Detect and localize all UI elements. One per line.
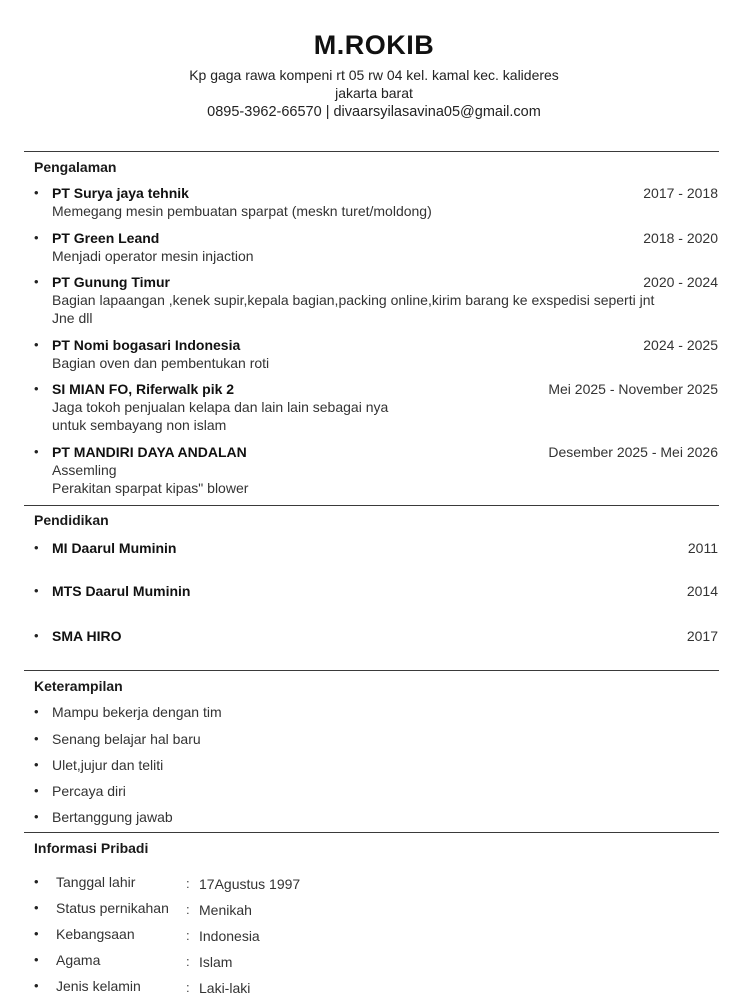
bullet-icon: • bbox=[34, 185, 39, 200]
experience-dates: 2024 - 2025 bbox=[643, 337, 718, 353]
experience-dates: Desember 2025 - Mei 2026 bbox=[548, 444, 718, 460]
bullet-icon: • bbox=[34, 230, 39, 245]
experience-company: PT MANDIRI DAYA ANDALAN bbox=[52, 444, 247, 460]
experience-dates: 2020 - 2024 bbox=[643, 274, 718, 290]
bullet-icon: • bbox=[34, 809, 39, 824]
experience-description: Bagian oven dan pembentukan roti bbox=[52, 355, 270, 371]
experience-company: SI MIAN FO, Riferwalk pik 2 bbox=[52, 381, 235, 397]
section-divider bbox=[24, 505, 719, 506]
skill-text: Mampu bekerja dengan tim bbox=[52, 704, 222, 720]
experience-company: PT Nomi bogasari Indonesia bbox=[52, 337, 241, 353]
experience-description: Menjadi operator mesin injaction bbox=[52, 248, 254, 264]
section-title-experience: Pengalaman bbox=[34, 159, 117, 175]
personal-info-label: Kebangsaan bbox=[56, 926, 135, 942]
bullet-icon: • bbox=[34, 704, 39, 719]
personal-info-value: Indonesia bbox=[199, 928, 260, 944]
education-school: MI Daarul Muminin bbox=[52, 540, 177, 556]
personal-info-colon: : bbox=[186, 876, 190, 891]
personal-info-colon: : bbox=[186, 980, 190, 995]
experience-dates: Mei 2025 - November 2025 bbox=[548, 381, 718, 397]
address-line-2: jakarta barat bbox=[335, 85, 413, 101]
experience-description: Jaga tokoh penjualan kelapa dan lain lain sebagai nya bbox=[52, 399, 389, 415]
bullet-icon: • bbox=[34, 337, 39, 352]
personal-info-value: Laki-laki bbox=[199, 980, 251, 996]
bullet-icon: • bbox=[34, 783, 39, 798]
personal-info-label: Status pernikahan bbox=[56, 900, 169, 916]
bullet-icon: • bbox=[34, 540, 39, 555]
bullet-icon: • bbox=[34, 583, 39, 598]
personal-info-value: Menikah bbox=[199, 902, 252, 918]
address-line-1: Kp gaga rawa kompeni rt 05 rw 04 kel. kamal kec. kalideres bbox=[189, 67, 559, 83]
personal-info-colon: : bbox=[186, 928, 190, 943]
section-divider bbox=[24, 151, 719, 152]
section-divider bbox=[24, 832, 719, 833]
education-year: 2014 bbox=[686, 583, 718, 599]
education-year: 2017 bbox=[686, 628, 718, 644]
bullet-icon: • bbox=[34, 757, 39, 772]
bullet-icon: • bbox=[34, 900, 39, 915]
experience-dates: 2018 - 2020 bbox=[643, 230, 718, 246]
contact-info: 0895-3962-66570 | divaarsyilasavina05@gmail.com bbox=[207, 104, 541, 120]
experience-company: PT Surya jaya tehnik bbox=[52, 185, 189, 201]
bullet-icon: • bbox=[34, 381, 39, 396]
personal-info-label: Tanggal lahir bbox=[56, 874, 136, 890]
personal-info-colon: : bbox=[186, 954, 190, 969]
bullet-icon: • bbox=[34, 731, 39, 746]
experience-description: Perakitan sparpat kipas" blower bbox=[52, 480, 249, 496]
section-title-education: Pendidikan bbox=[34, 512, 109, 528]
bullet-icon: • bbox=[34, 274, 39, 289]
personal-info-colon: : bbox=[186, 902, 190, 917]
education-school: SMA HIRO bbox=[52, 628, 122, 644]
experience-description: Jne dll bbox=[52, 310, 93, 326]
experience-company: PT Green Leand bbox=[52, 230, 160, 246]
section-title-personal: Informasi Pribadi bbox=[34, 840, 149, 856]
personal-info-label: Agama bbox=[56, 952, 101, 968]
experience-dates: 2017 - 2018 bbox=[643, 185, 718, 201]
section-divider bbox=[24, 670, 719, 671]
candidate-name: M.ROKIB bbox=[313, 30, 435, 60]
section-title-skills: Keterampilan bbox=[34, 678, 123, 694]
skill-text: Senang belajar hal baru bbox=[52, 731, 201, 747]
bullet-icon: • bbox=[34, 978, 39, 993]
personal-info-value: Islam bbox=[199, 954, 233, 970]
experience-description: Memegang mesin pembuatan sparpat (meskn turet/moldong) bbox=[52, 203, 432, 219]
personal-info-value: 17Agustus 1997 bbox=[199, 876, 301, 892]
bullet-icon: • bbox=[34, 628, 39, 643]
experience-company: PT Gunung Timur bbox=[52, 274, 170, 290]
experience-description: untuk sembayang non islam bbox=[52, 417, 227, 433]
skill-text: Percaya diri bbox=[52, 783, 126, 799]
skill-text: Ulet,jujur dan teliti bbox=[52, 757, 164, 773]
experience-description: Assemling bbox=[52, 462, 117, 478]
bullet-icon: • bbox=[34, 874, 39, 889]
experience-description: Bagian lapaangan ,kenek supir,kepala bagian,packing online,kirim barang ke exspedisi seperti jnt bbox=[52, 292, 655, 308]
education-school: MTS Daarul Muminin bbox=[52, 583, 191, 599]
personal-info-label: Jenis kelamin bbox=[56, 978, 141, 994]
bullet-icon: • bbox=[34, 952, 39, 967]
bullet-icon: • bbox=[34, 444, 39, 459]
skill-text: Bertanggung jawab bbox=[52, 809, 173, 825]
bullet-icon: • bbox=[34, 926, 39, 941]
education-year: 2011 bbox=[687, 540, 718, 556]
